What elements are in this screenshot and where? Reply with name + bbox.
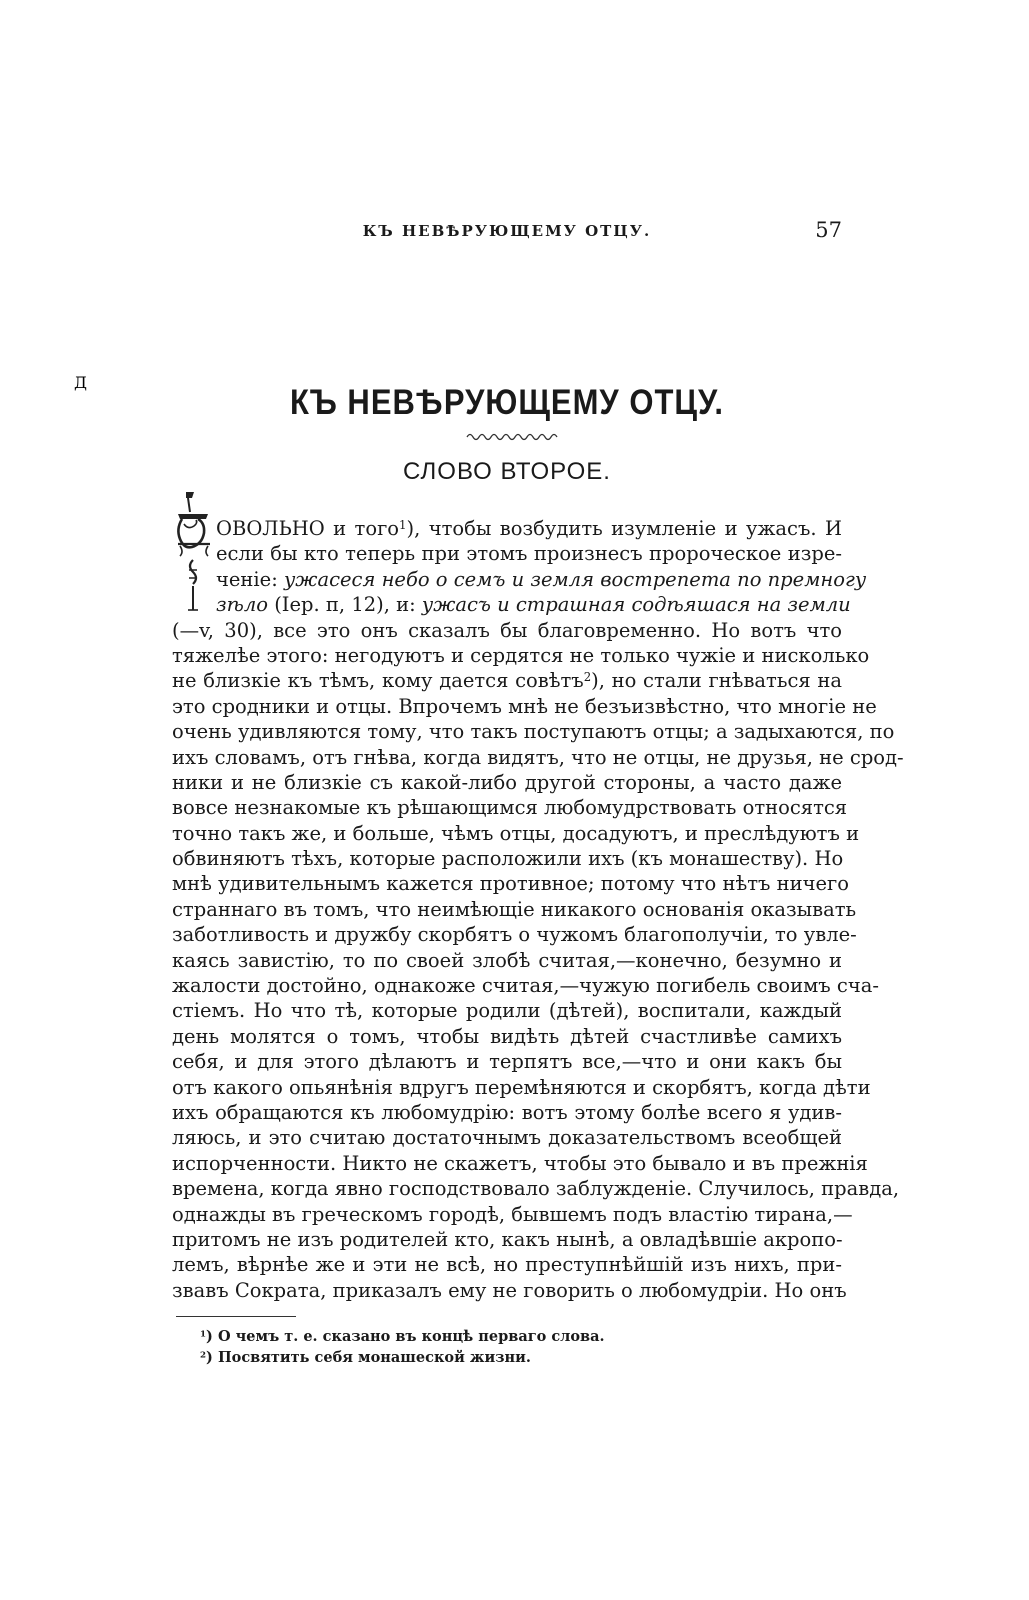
- text-line: испорченности. Никто не скажетъ, чтобы это бывало и въ прежнія: [172, 1151, 868, 1175]
- text-line: день молятся о томъ, чтобы видѣть дѣтей счастливѣе самихъ: [172, 1024, 842, 1048]
- text-line: обвиняютъ тѣхъ, которые расположили ихъ (къ монашеству). Но: [172, 847, 844, 871]
- running-head: [172, 218, 842, 246]
- text-line: ляюсь, и это считаю достаточнымъ доказательствомъ всеобщей: [172, 1126, 842, 1150]
- footnote-rule: [176, 1316, 296, 1317]
- text-line: если бы кто теперь при этомъ произнесъ пророческое изре-: [216, 542, 842, 566]
- text-line: страннаго въ томъ, что неимѣющіе никакого основанія оказывать: [172, 897, 857, 921]
- text-line: не близкіе къ тѣмъ, кому дается совѣтъ$^2$), но стали гнѣваться на: [172, 669, 842, 693]
- page-number: 57: [815, 218, 842, 242]
- chapter-title: КЪ НЕВѢРУЮЩЕМУ ОТЦУ.: [289, 382, 725, 423]
- text-line: ники и не близкіе съ какой-либо другой стороны, а часто даже: [172, 770, 842, 794]
- text-line: лемъ, вѣрнѣе же и эти не всѣ, но преступнѣйшій изъ нихъ, при-: [172, 1253, 842, 1277]
- text-line: притомъ не изъ родителей кто, какъ нынѣ, а овладѣвшіе акропо-: [172, 1227, 843, 1251]
- footnotes: [200, 1326, 840, 1368]
- text-line: ихъ словамъ, отъ гнѣва, когда видятъ, что не отцы, не друзья, не срод-: [172, 745, 904, 769]
- running-title: КЪ НЕВѢРУЮЩЕМУ ОТЦУ.: [362, 222, 652, 240]
- text-line: тяжелѣе этого: негодуютъ и сердятся не только чужіе и нисколько: [172, 643, 870, 667]
- text-line: себя, и для этого дѣлаютъ и терпятъ все,—что и они какъ бы: [172, 1050, 842, 1074]
- footnote: $^2$) Посвятить себя монашеской жизни.: [200, 1349, 531, 1366]
- text-line: ОВОЛЬНО и того$^1$), чтобы возбудить изумленіе и ужасъ. И: [216, 517, 842, 540]
- text-line: ченіе: ужасеся небо о семъ и земля вострепета по премногу: [216, 567, 867, 591]
- text-line: (—v, 30), все это онъ сказалъ бы благовременно. Но вотъ что: [172, 618, 842, 642]
- text-line: жалости достойно, однакоже считая,—чужую погибель своимъ сча-: [172, 974, 879, 998]
- text-line: каясь завистію, то по своей злобѣ считая,—конечно, безумно и: [172, 948, 842, 972]
- section-title: СЛОВО ВТОРОЕ.: [403, 458, 611, 485]
- text-line: времена, когда явно господствовало заблужденіе. Случилось, правда,: [172, 1177, 900, 1201]
- text-line: ихъ обращаются къ любомудрію: вотъ этому болѣе всего я удив-: [172, 1100, 842, 1124]
- text-line: это сродники и отцы. Впрочемъ мнѣ не безъизвѣстно, что многіе не: [172, 694, 877, 718]
- text-line: точно такъ же, и больше, чѣмъ отцы, досадуютъ, и преслѣдуютъ и: [172, 821, 860, 845]
- text-line: заботливость и дружбу скорбятъ о чужомъ благополучіи, то увле-: [172, 923, 857, 947]
- text-line: стіемъ. Но что тѣ, которые родили (дѣтей), воспитали, каждый: [172, 999, 842, 1023]
- body-text: [172, 516, 904, 1303]
- text-line: отъ какого опьянѣнія вдругъ перемѣняются и скорбятъ, когда дѣти: [172, 1075, 871, 1099]
- footnote: $^1$) О чемъ т. е. сказано въ концѣ перваго слова.: [200, 1328, 605, 1345]
- text-line: мнѣ удивительнымъ кажется противное; потому что нѣтъ ничего: [172, 872, 849, 896]
- text-line: очень удивляются тому, что такъ поступаютъ отцы; а задыхаются, по: [172, 720, 895, 744]
- wavy-rule-icon: [465, 430, 560, 442]
- drop-cap-letter: Д: [74, 373, 88, 392]
- text-line: вовсе незнакомые къ рѣшающимся любомудрствовать относятся: [172, 796, 848, 820]
- text-line: звавъ Сократа, приказалъ ему не говорить о любомудріи. Но онъ: [172, 1278, 847, 1302]
- text-line: зѣло (Iер. п, 12), и: ужасъ и страшная содѣяшася на земли: [216, 593, 851, 617]
- text-line: однажды въ греческомъ городѣ, бывшемъ подъ властію тирана,—: [172, 1202, 853, 1226]
